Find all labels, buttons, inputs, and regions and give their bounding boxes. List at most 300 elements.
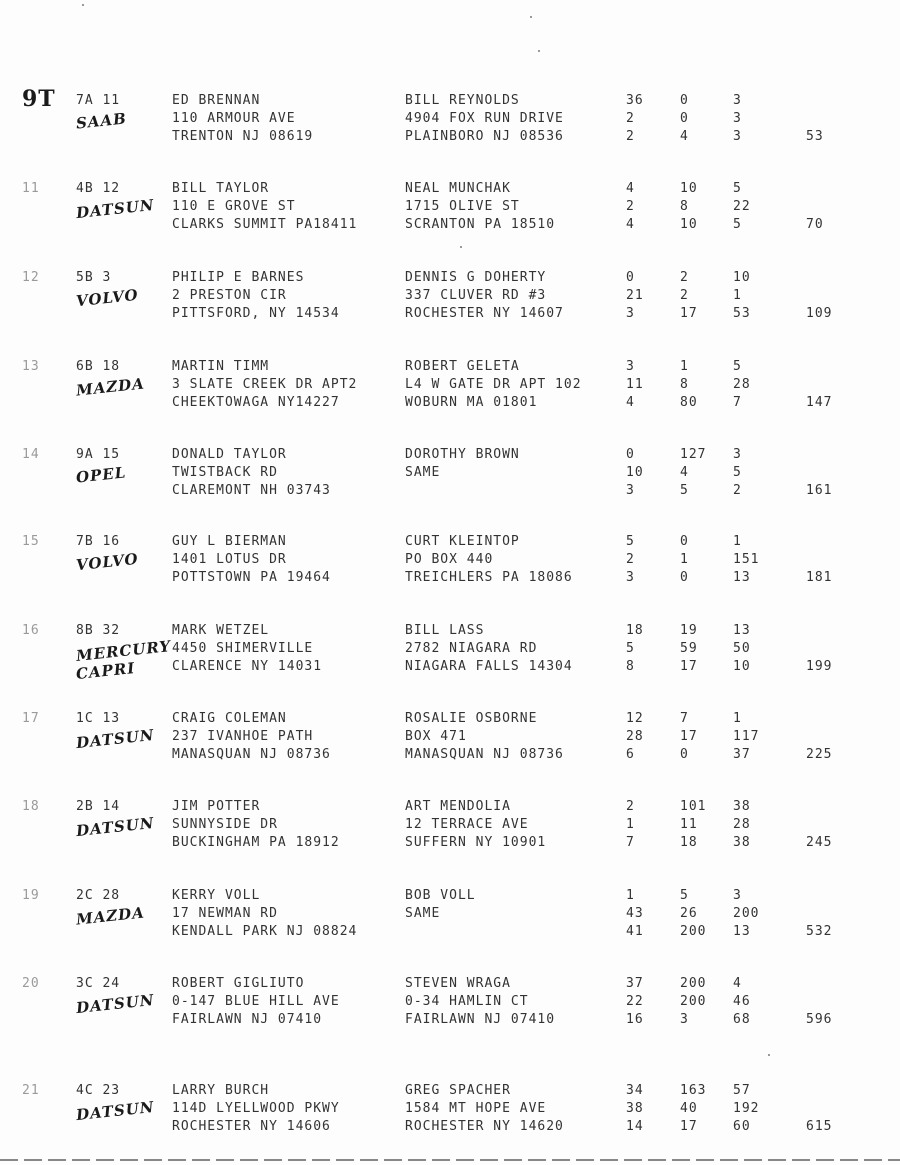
score-col-2-line: 10 (680, 217, 698, 232)
score-col-1-line: 12 (626, 711, 644, 726)
score-col-1-line: 36 (626, 93, 644, 108)
score-col-2-line: 4 (680, 129, 689, 144)
score-col-2 (680, 975, 724, 1029)
score-col-2-line: 8 (680, 199, 689, 214)
class-number: 2C 28 (76, 888, 121, 903)
score-col-3-line: 60 (733, 1119, 751, 1134)
score-col-3-line: 5 (733, 181, 742, 196)
navigator-info-line: ROBERT GELETA (405, 359, 520, 374)
navigator-info (405, 533, 573, 587)
driver-info-line: TWISTBACK RD (172, 465, 278, 480)
score-col-2-line: 11 (680, 817, 698, 832)
result-entry (0, 180, 900, 255)
score-col-1-line: 10 (626, 465, 644, 480)
position-number: 21 (22, 1083, 40, 1098)
total-score: 70 (806, 217, 824, 232)
score-col-1-line: 2 (626, 199, 635, 214)
score-col-2-line: 2 (680, 270, 689, 285)
score-col-2-line: 0 (680, 93, 689, 108)
score-col-3 (733, 358, 777, 412)
score-col-1-line: 34 (626, 1083, 644, 1098)
score-col-1-line: 14 (626, 1119, 644, 1134)
score-col-1-line: 3 (626, 359, 635, 374)
navigator-info-line: PO BOX 440 (405, 552, 494, 567)
score-col-1 (626, 1082, 656, 1136)
score-col-1-line: 7 (626, 835, 635, 850)
navigator-info-line: CURT KLEINTOP (405, 534, 520, 549)
handwritten-car: DATSUN (75, 195, 156, 223)
handwritten-car: DATSUN (75, 990, 156, 1018)
score-col-2-line: 200 (680, 994, 707, 1009)
score-col-1-line: 3 (626, 570, 635, 585)
score-col-3-line: 28 (733, 377, 751, 392)
navigator-info (405, 710, 564, 764)
position-number: 16 (22, 623, 40, 638)
score-col-3-line: 13 (733, 570, 751, 585)
driver-info-line: CLAREMONT NH 03743 (172, 483, 331, 498)
driver-info-line: CLARKS SUMMIT PA18411 (172, 217, 358, 232)
navigator-info (405, 446, 520, 500)
driver-info-line: PHILIP E BARNES (172, 270, 305, 285)
driver-info-line: 110 ARMOUR AVE (172, 111, 296, 126)
class-number: 5B 3 (76, 270, 112, 285)
driver-info (172, 446, 331, 500)
navigator-info-line: SUFFERN NY 10901 (405, 835, 547, 850)
score-col-1 (626, 269, 656, 323)
score-col-2 (680, 622, 724, 676)
driver-info-line: 114D LYELLWOOD PKWY (172, 1101, 340, 1116)
score-col-1-line: 38 (626, 1101, 644, 1116)
driver-info-line: 237 IVANHOE PATH (172, 729, 314, 744)
navigator-info-line: ART MENDOLIA (405, 799, 511, 814)
total-score: 532 (806, 924, 833, 939)
score-col-2-line: 17 (680, 729, 698, 744)
driver-info (172, 358, 357, 412)
navigator-info-line: WOBURN MA 01801 (405, 395, 538, 410)
bottom-rule (0, 1159, 900, 1161)
driver-info-line: 17 NEWMAN RD (172, 906, 278, 921)
navigator-info-line: 4904 FOX RUN DRIVE (405, 111, 564, 126)
score-col-2-line: 17 (680, 659, 698, 674)
total-score: 615 (806, 1119, 833, 1134)
score-col-1-line: 11 (626, 377, 644, 392)
score-col-1-line: 6 (626, 747, 635, 762)
score-col-3-line: 5 (733, 465, 742, 480)
navigator-info-line: MANASQUAN NJ 08736 (405, 747, 564, 762)
driver-info-line: ROCHESTER NY 14606 (172, 1119, 331, 1134)
score-col-3-line: 3 (733, 888, 742, 903)
total-score: 147 (806, 395, 833, 410)
navigator-info-line: PLAINBORO NJ 08536 (405, 129, 564, 144)
score-col-1 (626, 622, 656, 676)
driver-info (172, 887, 357, 941)
navigator-info-line: BOX 471 (405, 729, 467, 744)
score-col-2-line: 0 (680, 534, 689, 549)
score-col-3-line: 53 (733, 306, 751, 321)
score-col-3 (733, 180, 777, 234)
class-number: 7A 11 (76, 93, 121, 108)
driver-info-line: CRAIG COLEMAN (172, 711, 287, 726)
score-col-1-line: 5 (626, 641, 635, 656)
navigator-info (405, 269, 564, 323)
handwritten-car: OPEL (75, 463, 128, 487)
score-col-2-line: 0 (680, 570, 689, 585)
driver-info-line: CLARENCE NY 14031 (172, 659, 323, 674)
position-number: 15 (22, 534, 40, 549)
driver-info-line: ED BRENNAN (172, 93, 261, 108)
score-col-3-line: 1 (733, 534, 742, 549)
score-col-3-line: 1 (733, 711, 742, 726)
score-col-1-line: 21 (626, 288, 644, 303)
handwritten-car: MERCURY (75, 637, 172, 665)
driver-info-line: 4450 SHIMERVILLE (172, 641, 314, 656)
score-col-1-line: 28 (626, 729, 644, 744)
handwritten-car: MAZDA (75, 903, 146, 929)
driver-info-line: TRENTON NJ 08619 (172, 129, 314, 144)
score-col-1 (626, 975, 656, 1029)
score-col-2-line: 8 (680, 377, 689, 392)
score-col-3 (733, 92, 777, 146)
score-col-1-line: 4 (626, 395, 635, 410)
result-entry (0, 86, 900, 167)
handwritten-car-model: CAPRI (75, 658, 137, 684)
score-col-1 (626, 92, 656, 146)
handwritten-car: DATSUN (75, 813, 156, 841)
navigator-info-line: ROCHESTER NY 14607 (405, 306, 564, 321)
score-col-3-line: 28 (733, 817, 751, 832)
score-col-3-line: 192 (733, 1101, 760, 1116)
class-number: 6B 18 (76, 359, 121, 374)
score-col-2-line: 2 (680, 288, 689, 303)
score-col-1-line: 2 (626, 552, 635, 567)
score-col-1-line: 41 (626, 924, 644, 939)
score-col-1 (626, 798, 656, 852)
total-score: 181 (806, 570, 833, 585)
driver-info-line: 2 PRESTON CIR (172, 288, 287, 303)
navigator-info (405, 180, 555, 234)
score-col-2 (680, 710, 724, 764)
score-col-1-line: 37 (626, 976, 644, 991)
driver-info-line: 1401 LOTUS DR (172, 552, 287, 567)
handwritten-car: DATSUN (75, 725, 156, 753)
score-col-3-line: 2 (733, 483, 742, 498)
score-col-2-line: 127 (680, 447, 707, 462)
score-col-3 (733, 975, 777, 1029)
score-col-2-line: 7 (680, 711, 689, 726)
navigator-info-line: DOROTHY BROWN (405, 447, 520, 462)
driver-info (172, 1082, 340, 1136)
speck (538, 50, 540, 52)
score-col-2 (680, 533, 724, 587)
score-col-1 (626, 446, 656, 500)
result-entry (0, 269, 900, 344)
score-col-2-line: 0 (680, 747, 689, 762)
result-entry (0, 1082, 900, 1157)
score-col-1-line: 2 (626, 799, 635, 814)
navigator-info (405, 92, 564, 146)
score-col-2-line: 40 (680, 1101, 698, 1116)
navigator-info-line: BILL LASS (405, 623, 485, 638)
score-col-3 (733, 533, 777, 587)
score-col-2-line: 200 (680, 976, 707, 991)
class-number: 1C 13 (76, 711, 121, 726)
score-col-3-line: 38 (733, 799, 751, 814)
score-col-1-line: 0 (626, 270, 635, 285)
driver-info-line: 0-147 BLUE HILL AVE (172, 994, 340, 1009)
navigator-info-line: 337 CLUVER RD #3 (405, 288, 547, 303)
score-col-3-line: 5 (733, 359, 742, 374)
navigator-info-line (405, 923, 476, 941)
score-col-1-line: 43 (626, 906, 644, 921)
score-col-3-line: 3 (733, 93, 742, 108)
score-col-3-line: 46 (733, 994, 751, 1009)
score-col-3-line: 151 (733, 552, 760, 567)
score-col-3-line: 22 (733, 199, 751, 214)
class-number: 4C 23 (76, 1083, 121, 1098)
navigator-info-line: FAIRLAWN NJ 07410 (405, 1012, 556, 1027)
total-score: 245 (806, 835, 833, 850)
navigator-info-line: GREG SPACHER (405, 1083, 511, 1098)
navigator-info-line: 0-34 HAMLIN CT (405, 994, 529, 1009)
score-col-3-line: 200 (733, 906, 760, 921)
score-col-3-line: 3 (733, 111, 742, 126)
score-col-3-line: 3 (733, 447, 742, 462)
score-col-2-line: 5 (680, 888, 689, 903)
score-col-2-line: 200 (680, 924, 707, 939)
class-number: 2B 14 (76, 799, 121, 814)
score-col-2 (680, 1082, 724, 1136)
total-score: 161 (806, 483, 833, 498)
result-entry (0, 358, 900, 433)
driver-info-line: KERRY VOLL (172, 888, 261, 903)
score-col-1-line: 18 (626, 623, 644, 638)
score-col-2-line: 18 (680, 835, 698, 850)
driver-info-line: PITTSFORD, NY 14534 (172, 306, 340, 321)
driver-info (172, 798, 340, 852)
score-col-3-line: 1 (733, 288, 742, 303)
result-entry (0, 710, 900, 785)
driver-info-line: 110 E GROVE ST (172, 199, 296, 214)
driver-info-line: KENDALL PARK NJ 08824 (172, 924, 358, 939)
result-entry (0, 887, 900, 962)
navigator-info (405, 358, 582, 412)
driver-info-line: MANASQUAN NJ 08736 (172, 747, 331, 762)
score-col-1 (626, 887, 656, 941)
score-col-3 (733, 887, 777, 941)
driver-info (172, 622, 322, 676)
score-col-2-line: 17 (680, 1119, 698, 1134)
speck (460, 246, 462, 248)
driver-info (172, 92, 313, 146)
score-col-3 (733, 622, 777, 676)
class-number: 7B 16 (76, 534, 121, 549)
driver-info-line: DONALD TAYLOR (172, 447, 287, 462)
score-col-2 (680, 798, 724, 852)
score-col-1-line: 4 (626, 217, 635, 232)
driver-info-line: CHEEKTOWAGA NY14227 (172, 395, 340, 410)
score-col-3 (733, 1082, 777, 1136)
navigator-info-line: ROSALIE OSBORNE (405, 711, 538, 726)
score-col-1 (626, 180, 656, 234)
navigator-info-line: L4 W GATE DR APT 102 (405, 377, 582, 392)
class-number: 9A 15 (76, 447, 121, 462)
handwritten-position: 9T (22, 86, 56, 112)
navigator-info-line: SAME (405, 465, 441, 480)
score-col-1-line: 5 (626, 534, 635, 549)
score-col-2 (680, 358, 724, 412)
score-col-3-line: 57 (733, 1083, 751, 1098)
total-score: 199 (806, 659, 833, 674)
navigator-info (405, 975, 555, 1029)
score-col-1-line: 2 (626, 129, 635, 144)
result-entry (0, 975, 900, 1050)
score-col-3-line: 13 (733, 623, 751, 638)
handwritten-car: VOLVO (75, 285, 140, 311)
score-col-2 (680, 180, 724, 234)
total-score: 53 (806, 129, 824, 144)
score-col-2-line: 163 (680, 1083, 707, 1098)
position-number: 18 (22, 799, 40, 814)
score-col-3 (733, 446, 777, 500)
driver-info-line: BILL TAYLOR (172, 181, 270, 196)
score-col-3-line: 13 (733, 924, 751, 939)
handwritten-car: DATSUN (75, 1097, 156, 1125)
speck (530, 16, 532, 18)
handwritten-car: VOLVO (75, 549, 140, 575)
position-number: 20 (22, 976, 40, 991)
result-entry (0, 622, 900, 697)
score-col-3-line: 7 (733, 395, 742, 410)
score-col-3 (733, 710, 777, 764)
driver-info (172, 533, 331, 587)
score-col-2-line: 10 (680, 181, 698, 196)
score-col-1-line: 3 (626, 306, 635, 321)
score-col-2-line: 3 (680, 1012, 689, 1027)
score-col-2-line: 1 (680, 552, 689, 567)
driver-info-line: ROBERT GIGLIUTO (172, 976, 305, 991)
navigator-info-line: SAME (405, 906, 441, 921)
position-number: 12 (22, 270, 40, 285)
score-col-3-line: 117 (733, 729, 760, 744)
navigator-info-line: NIAGARA FALLS 14304 (405, 659, 573, 674)
navigator-info-line (405, 482, 520, 500)
result-entry (0, 533, 900, 608)
navigator-info (405, 622, 573, 676)
driver-info-line: SUNNYSIDE DR (172, 817, 278, 832)
total-score: 109 (806, 306, 833, 321)
position-number: 14 (22, 447, 40, 462)
score-col-3-line: 68 (733, 1012, 751, 1027)
score-col-3-line: 10 (733, 659, 751, 674)
score-col-1-line: 22 (626, 994, 644, 1009)
score-col-1-line: 1 (626, 817, 635, 832)
result-entry (0, 446, 900, 521)
score-col-2-line: 101 (680, 799, 707, 814)
result-entry (0, 798, 900, 873)
driver-info-line: FAIRLAWN NJ 07410 (172, 1012, 323, 1027)
driver-info (172, 710, 331, 764)
navigator-info-line: 1715 OLIVE ST (405, 199, 520, 214)
score-col-1 (626, 710, 656, 764)
score-col-3-line: 10 (733, 270, 751, 285)
score-col-1-line: 8 (626, 659, 635, 674)
score-col-3-line: 50 (733, 641, 751, 656)
navigator-info-line: BILL REYNOLDS (405, 93, 520, 108)
navigator-info-line: NEAL MUNCHAK (405, 181, 511, 196)
navigator-info (405, 1082, 564, 1136)
total-score: 596 (806, 1012, 833, 1027)
navigator-info-line: SCRANTON PA 18510 (405, 217, 556, 232)
score-col-2-line: 5 (680, 483, 689, 498)
score-col-1-line: 4 (626, 181, 635, 196)
score-col-2-line: 80 (680, 395, 698, 410)
score-col-3-line: 5 (733, 217, 742, 232)
score-col-2-line: 19 (680, 623, 698, 638)
driver-info-line: MARTIN TIMM (172, 359, 270, 374)
driver-info-line: 3 SLATE CREEK DR APT2 (172, 377, 358, 392)
driver-info (172, 975, 340, 1029)
position-number: 19 (22, 888, 40, 903)
driver-info-line: MARK WETZEL (172, 623, 270, 638)
handwritten-car: MAZDA (75, 374, 146, 400)
class-number: 8B 32 (76, 623, 121, 638)
total-score: 225 (806, 747, 833, 762)
score-col-2-line: 26 (680, 906, 698, 921)
navigator-info-line: 12 TERRACE AVE (405, 817, 529, 832)
navigator-info-line: 2782 NIAGARA RD (405, 641, 538, 656)
score-col-2 (680, 269, 724, 323)
score-col-1-line: 16 (626, 1012, 644, 1027)
navigator-info-line: 1584 MT HOPE AVE (405, 1101, 547, 1116)
navigator-info (405, 887, 476, 941)
driver-info-line: JIM POTTER (172, 799, 261, 814)
score-col-2 (680, 887, 724, 941)
speck (768, 1054, 770, 1056)
class-number: 3C 24 (76, 976, 121, 991)
score-col-3 (733, 798, 777, 852)
score-col-3-line: 37 (733, 747, 751, 762)
score-col-2-line: 17 (680, 306, 698, 321)
position-number: 13 (22, 359, 40, 374)
score-col-2 (680, 92, 724, 146)
driver-info-line: GUY L BIERMAN (172, 534, 287, 549)
score-col-3-line: 4 (733, 976, 742, 991)
navigator-info (405, 798, 546, 852)
navigator-info-line: TREICHLERS PA 18086 (405, 570, 573, 585)
score-col-2-line: 1 (680, 359, 689, 374)
navigator-info-line: ROCHESTER NY 14620 (405, 1119, 564, 1134)
driver-info (172, 269, 340, 323)
score-col-2-line: 4 (680, 465, 689, 480)
speck (82, 4, 84, 6)
score-col-2-line: 0 (680, 111, 689, 126)
score-col-3 (733, 269, 777, 323)
score-col-2 (680, 446, 724, 500)
position-number: 17 (22, 711, 40, 726)
score-col-1 (626, 358, 656, 412)
score-col-1-line: 2 (626, 111, 635, 126)
navigator-info-line: STEVEN WRAGA (405, 976, 511, 991)
driver-info-line: BUCKINGHAM PA 18912 (172, 835, 340, 850)
score-col-2-line: 59 (680, 641, 698, 656)
score-col-3-line: 3 (733, 129, 742, 144)
driver-info-line: POTTSTOWN PA 19464 (172, 570, 331, 585)
navigator-info-line: DENNIS G DOHERTY (405, 270, 547, 285)
handwritten-car: SAAB (75, 109, 128, 133)
position-number: 11 (22, 181, 40, 196)
driver-info-line: LARRY BURCH (172, 1083, 270, 1098)
driver-info (172, 180, 357, 234)
